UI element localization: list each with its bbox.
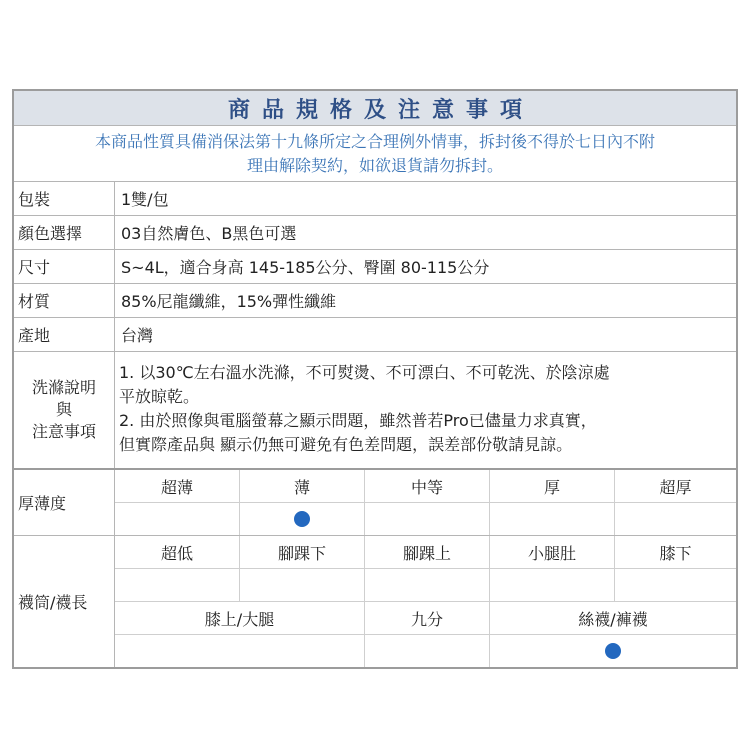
spec-row-origin <box>14 318 736 352</box>
length-option: 腳踝下 <box>240 536 365 568</box>
length-option: 超低 <box>115 536 240 568</box>
notice-line: 理由解除契約，如欲退貨請勿拆封。 <box>246 156 503 175</box>
wash-line: 2. 由於照像與電腦螢幕之顯示問題，雖然普若Pro已儘量力求真實， <box>119 411 597 430</box>
title-bar <box>14 91 736 126</box>
thickness-label: 厚薄度 <box>14 470 115 535</box>
spec-table <box>12 89 738 669</box>
spec-value: 03自然膚色、B黑色可選 <box>121 224 297 243</box>
thickness-row <box>14 470 736 536</box>
wash-line: 但實際產品與 顯示仍無可避免有色差問題，誤差部份敬請見諒。 <box>119 435 573 454</box>
length-label: 襪筒/襪長 <box>14 536 115 667</box>
spec-value: 台灣 <box>121 326 154 345</box>
length-marker-cell <box>490 635 736 667</box>
length-option: 膝上/大腿 <box>115 602 365 634</box>
spec-label: 包裝 <box>14 182 115 215</box>
spec-row-package <box>14 182 736 216</box>
spec-label: 材質 <box>14 284 115 317</box>
notice-line: 本商品性質具備消保法第十九條所定之合理例外情事，拆封後不得於七日內不附 <box>94 132 655 151</box>
spec-row-size <box>14 250 736 284</box>
wash-label <box>14 352 115 468</box>
wash-text <box>115 352 736 468</box>
spec-label: 顏色選擇 <box>14 216 115 249</box>
thickness-option: 厚 <box>490 470 615 502</box>
length-option: 絲襪/褲襪 <box>578 609 648 629</box>
spec-value: 1雙/包 <box>121 190 169 209</box>
length-option: 小腿肚 <box>490 536 615 568</box>
return-notice <box>14 126 736 182</box>
wash-line: 平放晾乾。 <box>119 387 200 406</box>
wash-label-line: 注意事項 <box>31 422 96 441</box>
spec-value: 85%尼龍纖維，15%彈性纖維 <box>121 292 337 311</box>
page-title: 商品規格及注意事項 <box>227 97 534 123</box>
thickness-option: 超厚 <box>659 477 692 497</box>
length-row <box>14 536 736 667</box>
spec-value: S~4L，適合身高 145-185公分、臀圍 80-115公分 <box>121 258 490 277</box>
length-option: 腳踝上 <box>365 536 490 568</box>
spec-label: 產地 <box>14 318 115 351</box>
thickness-option: 中等 <box>365 470 490 502</box>
wash-line: 1. 以30℃左右溫水洗滌，不可熨燙、不可漂白、不可乾洗、於陰涼處 <box>119 363 610 382</box>
spec-label: 尺寸 <box>14 250 115 283</box>
spec-row-color <box>14 216 736 250</box>
thickness-marker-cell <box>240 503 365 535</box>
length-option: 九分 <box>365 602 490 634</box>
selected-marker <box>294 511 310 527</box>
length-option: 膝下 <box>659 543 692 563</box>
thickness-option: 薄 <box>240 470 365 502</box>
spec-row-material <box>14 284 736 318</box>
wash-label-line: 與 <box>55 400 72 419</box>
thickness-option: 超薄 <box>115 470 240 502</box>
selected-marker <box>605 643 621 659</box>
spec-row-wash <box>14 352 736 470</box>
wash-label-line: 洗滌說明 <box>31 378 96 397</box>
